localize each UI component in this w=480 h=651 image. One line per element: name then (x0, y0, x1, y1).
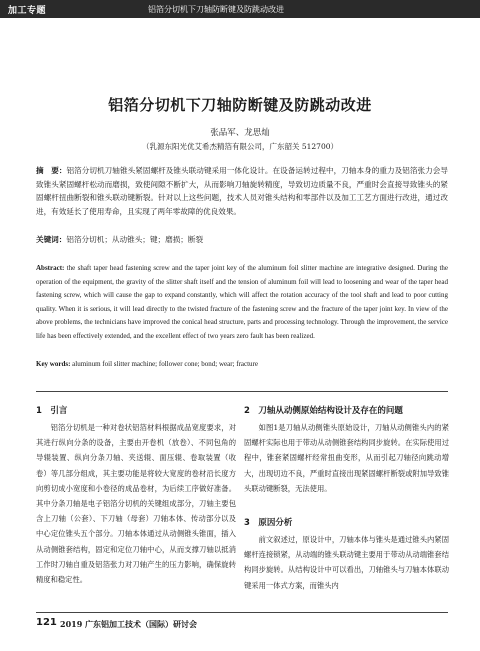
section-1-body: 铝箔分切机是一种对卷状铝箔材料根据成品宽度要求，对其进行纵向分条的设备，主要由开卷机（放卷）、不同包角的导辊装置、纵向分条刀轴、夹送辊、面压辊、卷取装置（收卷）等几部分组成，其主要功能是将较大宽度的卷材沿长度方向剪切成小宽度和小卷径的成品卷材，为后续工序做好准备。其中分条刀轴是电子铝箔分切机的关键组成部分，刀轴主要包含上刀轴（公套）、下刀轴（母套）刀轴本体、传动部分以及中心定位锥头五个部分。刀轴本体通过从动侧锥头锥面，插入从动侧锥套结构，固定和定位刀轴中心，从而支撑刀轴以抵消工作时刀轴自重及铝箔张力对刀轴产生的压力影响，确保旋转精度和稳定性。 (36, 423, 236, 585)
keywords-zh-label: 关键词： (36, 235, 67, 244)
keywords-zh-text: 铝箔分切机；从动锥头；键；磨损；断裂 (66, 235, 204, 244)
section-2-heading: 2 刀轴从动侧原始结构设计及存在的问题 (244, 406, 403, 416)
affiliation: （乳源东阳光优艾希杰精箔有限公司，广东韶关 512700） (141, 142, 338, 151)
abstract-en-text: the shaft taper head fastening screw and the taper joint key of the aluminum foil slitter machine are integrative designed. During the operation of the equipment, the gravity of the slitter shaft itself and the tension of aluminum foil will lead to loosening and wear of the taper head fastening screw, which will cause the gap to expand constantly, which will affect the rotation accuracy of the tool shaft and lead to poor cutting quality. When it is serious, it will lead directly to the twisted fracture of the fastening screw and the fracture of the taper joint key. In view of the above problems, the technicians have improved the conical head structure, parts and processing technology. Through the improvement, the service life has been effectively extended, and the excellent effect of two years zero fault has been realized. (36, 264, 448, 340)
abstract-zh-text: 铝箔分切机刀轴锥头紧固螺杆及锥头联动键采用一体化设计。在设备运转过程中，刀轴本身的重力及铝箔张力会导致锥头紧固螺杆松动而磨损，致使间隙不断扩大，从而影响刀轴旋转精度，导致切边质量不良，严重时会直接导致锥头的紧固螺杆扭曲断裂和锥头联动键断裂。针对以上这些问题，技术人员对锥头结构和零部件以及加工工艺方面进行改进，通过改进，有效延长了使用寿命，且实现了两年零故障的优良效果。 (36, 166, 449, 216)
abstract-en (36, 262, 448, 344)
abstract-en-label: Abstract: (36, 264, 65, 272)
authors: 张品军、龙思灿 (210, 128, 270, 138)
keywords-zh (36, 234, 448, 245)
section-divider (36, 391, 448, 392)
keywords-en (36, 360, 448, 368)
page-number: 121 (36, 617, 57, 628)
section-3-body: 前文叙述过，原设计中，刀轴本体与锥头是通过锥头内紧固螺杆连接锁紧，从动端的锥头联动键主要用于带动从动端锥套结构同步旋转。从结构设计中可以看出，刀轴锥头与刀轴本体联动键采用一体式方案，而锥头内 (244, 535, 449, 590)
abstract-zh-label: 摘 要： (36, 166, 67, 175)
journal-name: 2019 广东铝加工技术（国际）研讨会 (60, 619, 198, 629)
running-header (0, 0, 480, 18)
running-title: 铝箔分切机下刀轴防断键及防跳动改进 (148, 5, 284, 14)
keywords-en-text: aluminum foil slitter machine; follower cone; bond; wear; fracture (72, 360, 258, 368)
section-label: 加工专题 (8, 6, 47, 16)
section-3-heading: 3 原因分析 (244, 518, 293, 528)
section-2-body: 如图1是刀轴从动侧锥头原始设计，刀轴从动侧锥头内的紧固螺杆实际也用于带动从动侧锥套结构同步旋转。在实际使用过程中，锥套紧固螺杆经常扭曲变形，从而引起刀轴径向跳动增大，出现切边不良，严重时直接出现紧固螺杆断裂或附加导致锥头联动键断裂，无法使用。 (244, 423, 449, 493)
section-1-heading: 1 引言 (36, 406, 68, 416)
footer-rule (36, 612, 448, 613)
keywords-en-label: Key words: (36, 360, 71, 368)
abstract-zh (36, 164, 448, 218)
paper-title: 铝箔分切机下刀轴防断键及防跳动改进 (108, 96, 372, 114)
